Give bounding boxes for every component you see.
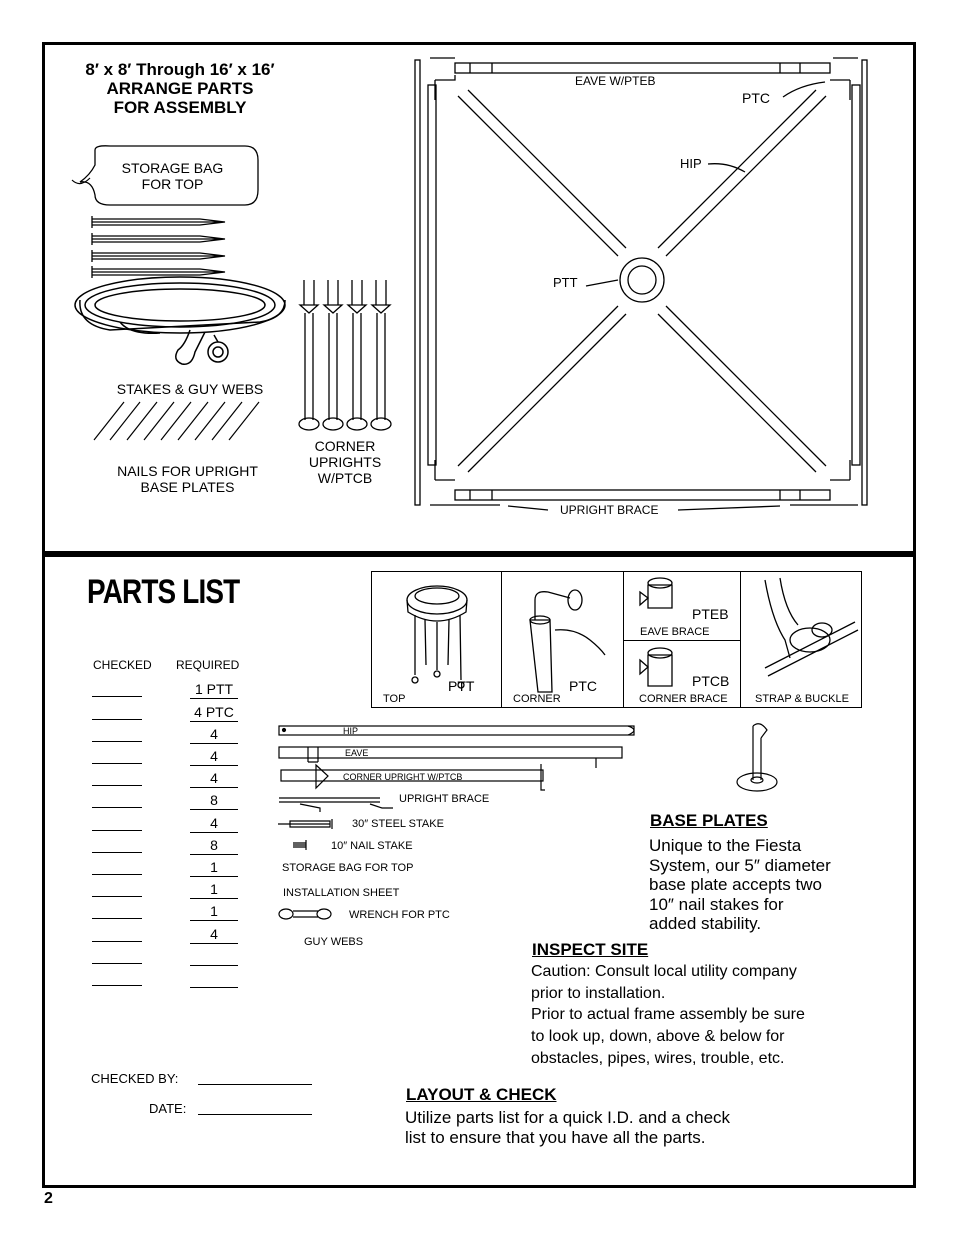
required-quantity: 4 PTC <box>190 704 238 722</box>
hip-diagram-label: HIP <box>680 156 702 171</box>
photo-top-name: PTT <box>448 678 475 694</box>
parts-list-title: PARTS LIST <box>87 573 240 611</box>
inspect-line2: prior to installation. <box>531 984 666 1002</box>
inspect-line5: obstacles, pipes, wires, trouble, etc. <box>531 1049 785 1067</box>
required-column-header: REQUIRED <box>176 658 240 672</box>
item-nail-stake-label: 10″ NAIL STAKE <box>331 840 413 852</box>
item-guy-webs-label: GUY WEBS <box>304 936 364 948</box>
corner-uprights-line3: W/PTCB <box>317 470 373 486</box>
photo-top-caption: TOP <box>383 693 406 705</box>
required-quantity: 4 <box>190 926 238 944</box>
photo-pteb-name: PTEB <box>692 606 729 622</box>
stakes-label: STAKES & GUY WEBS <box>116 381 264 397</box>
inspect-site-text <box>531 961 805 1070</box>
required-quantity: 1 <box>190 903 238 921</box>
nails-label-line2: BASE PLATES <box>140 479 235 495</box>
required-quantity: 4 <box>190 815 238 833</box>
required-quantity: 8 <box>190 792 238 810</box>
assembly-title-line2: ARRANGE PARTS <box>106 79 254 98</box>
photo-pteb-caption: EAVE BRACE <box>640 626 710 638</box>
page-number: 2 <box>44 1190 53 1207</box>
required-quantity: 4 <box>190 726 238 744</box>
item-upright-brace-label: UPRIGHT BRACE <box>399 793 490 805</box>
photo-corner-name: PTC <box>569 678 597 694</box>
ptt-diagram-label: PTT <box>553 275 578 290</box>
nails-label-line1: NAILS FOR UPRIGHT <box>117 463 258 479</box>
assembly-title-line1: 8′ x 8′ Through 16′ x 16′ <box>85 60 275 79</box>
required-quantity: 4 <box>190 748 238 766</box>
inspect-line1: Caution: Consult local utility company <box>531 963 797 980</box>
corner-uprights-line2: UPRIGHTS <box>308 454 382 470</box>
base-plates-line4: 10″ nail stakes for <box>649 894 784 914</box>
item-steel-stake-label: 30″ STEEL STAKE <box>352 818 444 830</box>
item-installation-sheet-label: INSTALLATION SHEET <box>283 887 400 899</box>
checked-column-header: CHECKED <box>93 658 152 672</box>
inspect-line3: Prior to actual frame assembly be sure <box>531 1006 805 1024</box>
base-plates-text <box>649 836 831 934</box>
date-label: DATE: <box>149 1101 187 1116</box>
item-eave-label: EAVE <box>345 748 369 758</box>
date-line[interactable] <box>198 1114 312 1115</box>
base-plates-heading: BASE PLATES <box>650 811 768 830</box>
inspect-site-heading: INSPECT SITE <box>532 940 649 959</box>
corner-uprights-line1: CORNER <box>314 438 376 454</box>
layout-check-heading: LAYOUT & CHECK <box>406 1085 557 1104</box>
base-plates-line5: added stability. <box>649 914 762 933</box>
inspect-line4: to look up, down, above & below for <box>531 1028 785 1046</box>
base-plates-line3: base plate accepts two <box>649 875 822 894</box>
ptc-diagram-label: PTC <box>742 90 770 106</box>
upright-brace-diagram-label: UPRIGHT BRACE <box>560 503 659 517</box>
storage-bag-line1: STORAGE BAG <box>121 160 224 176</box>
checked-by-label: CHECKED BY: <box>91 1071 179 1086</box>
layout-line2: list to ensure that you have all the parts. <box>405 1128 706 1147</box>
required-quantity: 1 <box>190 881 238 899</box>
eave-diagram-label: EAVE W/PTEB <box>575 74 656 88</box>
photo-corner-caption: CORNER <box>513 693 561 705</box>
base-plates-line1: Unique to the Fiesta <box>649 836 802 855</box>
photo-strap-caption: STRAP & BUCKLE <box>755 693 849 705</box>
item-corner-upright-label: CORNER UPRIGHT W/PTCB <box>343 772 463 782</box>
photo-ptcb-caption: CORNER BRACE <box>639 693 728 705</box>
storage-bag-line2: FOR TOP <box>141 176 204 192</box>
required-quantity: 4 <box>190 770 238 788</box>
required-quantity: 8 <box>190 837 238 855</box>
photo-ptcb-name: PTCB <box>692 673 730 689</box>
item-hip-label: HIP <box>343 726 359 736</box>
item-storage-bag-label: STORAGE BAG FOR TOP <box>282 862 414 874</box>
required-quantity: 1 PTT <box>190 681 238 699</box>
layout-check-text <box>405 1108 730 1148</box>
base-plates-line2: System, our 5″ diameter <box>649 855 831 875</box>
checked-by-line[interactable] <box>198 1084 312 1085</box>
assembly-title-line3: FOR ASSEMBLY <box>113 98 247 117</box>
required-quantity: 1 <box>190 859 238 877</box>
item-wrench-label: WRENCH FOR PTC <box>349 909 450 921</box>
layout-line1: Utilize parts list for a quick I.D. and a check <box>405 1108 731 1127</box>
